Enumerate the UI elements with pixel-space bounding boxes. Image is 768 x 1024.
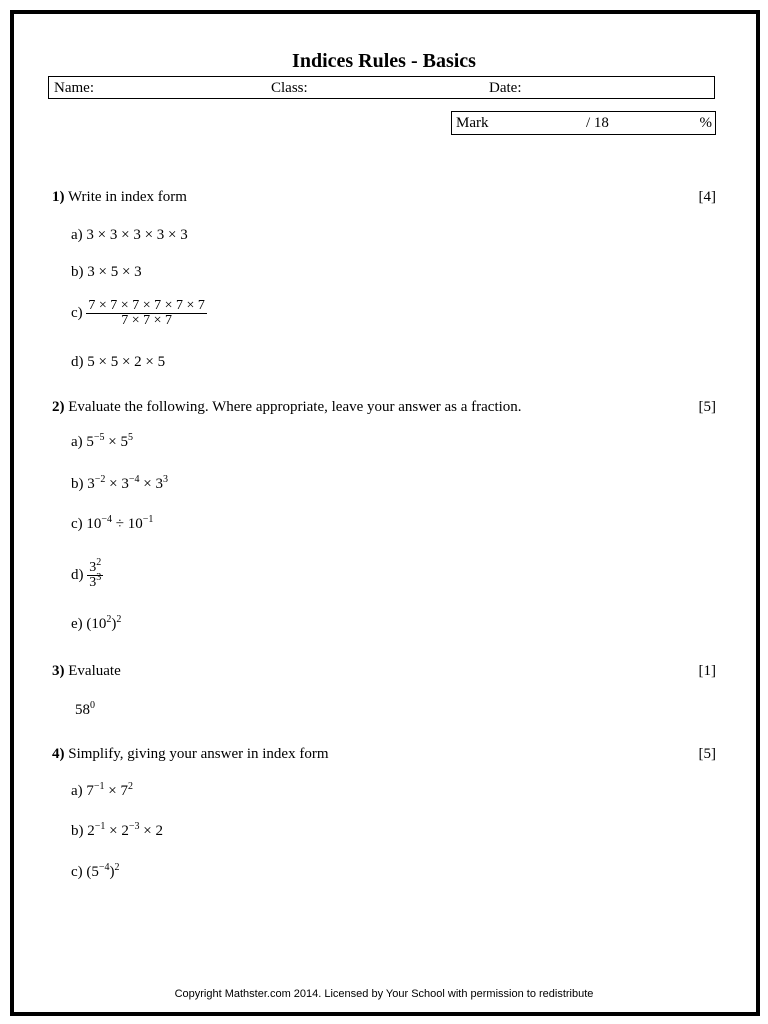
question-3-marks: [1] [698, 663, 716, 679]
question-text: Evaluate [68, 663, 121, 679]
q1-part-b: b) 3 × 5 × 3 [71, 264, 142, 280]
question-number: 4) [52, 746, 65, 762]
q2-part-b: b) $3^{-2} \times 3^{-4} \times 3^3$ [71, 474, 168, 492]
copyright-footer: Copyright Mathster.com 2014. Licensed by Your School with permission to redistribute [174, 988, 594, 1000]
q1-part-d: d) 5 × 5 × 2 × 5 [71, 354, 166, 370]
q2-part-c: c) $10^{-4} \div 10^{-1}$ [71, 514, 154, 532]
worksheet-title: Indices Rules - Basics [292, 50, 476, 72]
q1-part-c: c) $\frac{7 \times 7 \times 7 \times 7 \times 7 \times 7}{7 \times 7 \times 7}$ [71, 298, 205, 328]
q2-part-e: e) $(10^2)^2$ [71, 614, 122, 632]
question-2 [52, 399, 522, 416]
fraction: $\frac{3^2}{3^3}$ [89, 557, 102, 590]
page-border [10, 10, 760, 1016]
question-text: Simplify, giving your answer in index form [68, 746, 329, 762]
question-text: Write in index form [67, 189, 187, 205]
question-3 [52, 663, 121, 680]
question-number: 3) [52, 663, 65, 679]
q2-part-d: d) $\frac{3^2}{3^3}$ [71, 557, 102, 590]
question-4 [52, 746, 329, 763]
question-number: 1) [52, 189, 65, 205]
question-1-marks: [4] [698, 189, 716, 205]
q2-part-a: a) $5^{-5} \times 5^5$ [71, 432, 134, 450]
date-label: Date: [489, 80, 522, 96]
percent-label: % [699, 115, 712, 131]
question-number: 2) [52, 399, 65, 415]
student-info-box [48, 76, 715, 99]
question-1 [52, 189, 187, 206]
name-label: Name: [54, 80, 94, 96]
mark-label: Mark [456, 115, 489, 131]
q1-part-a: a) 3 × 3 × 3 × 3 × 3 [71, 227, 188, 243]
fraction: $\frac{7 \times 7 \times 7 \times 7 \times 7 \times 7}{7 \times 7 \times 7}$ [88, 298, 205, 328]
mark-total: / 18 [586, 115, 609, 131]
mark-box [451, 111, 716, 135]
q4-part-b: b) $2^{-1} \times 2^{-3} \times 2$ [71, 821, 163, 839]
class-label: Class: [271, 80, 308, 96]
q3-expression: $58^0$ [75, 700, 95, 718]
question-text: Evaluate the following. Where appropriate, leave your answer as a fraction. [68, 399, 522, 415]
q4-part-c: c) $(5^{-4})^2$ [71, 862, 120, 880]
question-4-marks: [5] [698, 746, 716, 762]
q4-part-a: a) $7^{-1} \times 7^2$ [71, 781, 134, 799]
question-2-marks: [5] [698, 399, 716, 415]
